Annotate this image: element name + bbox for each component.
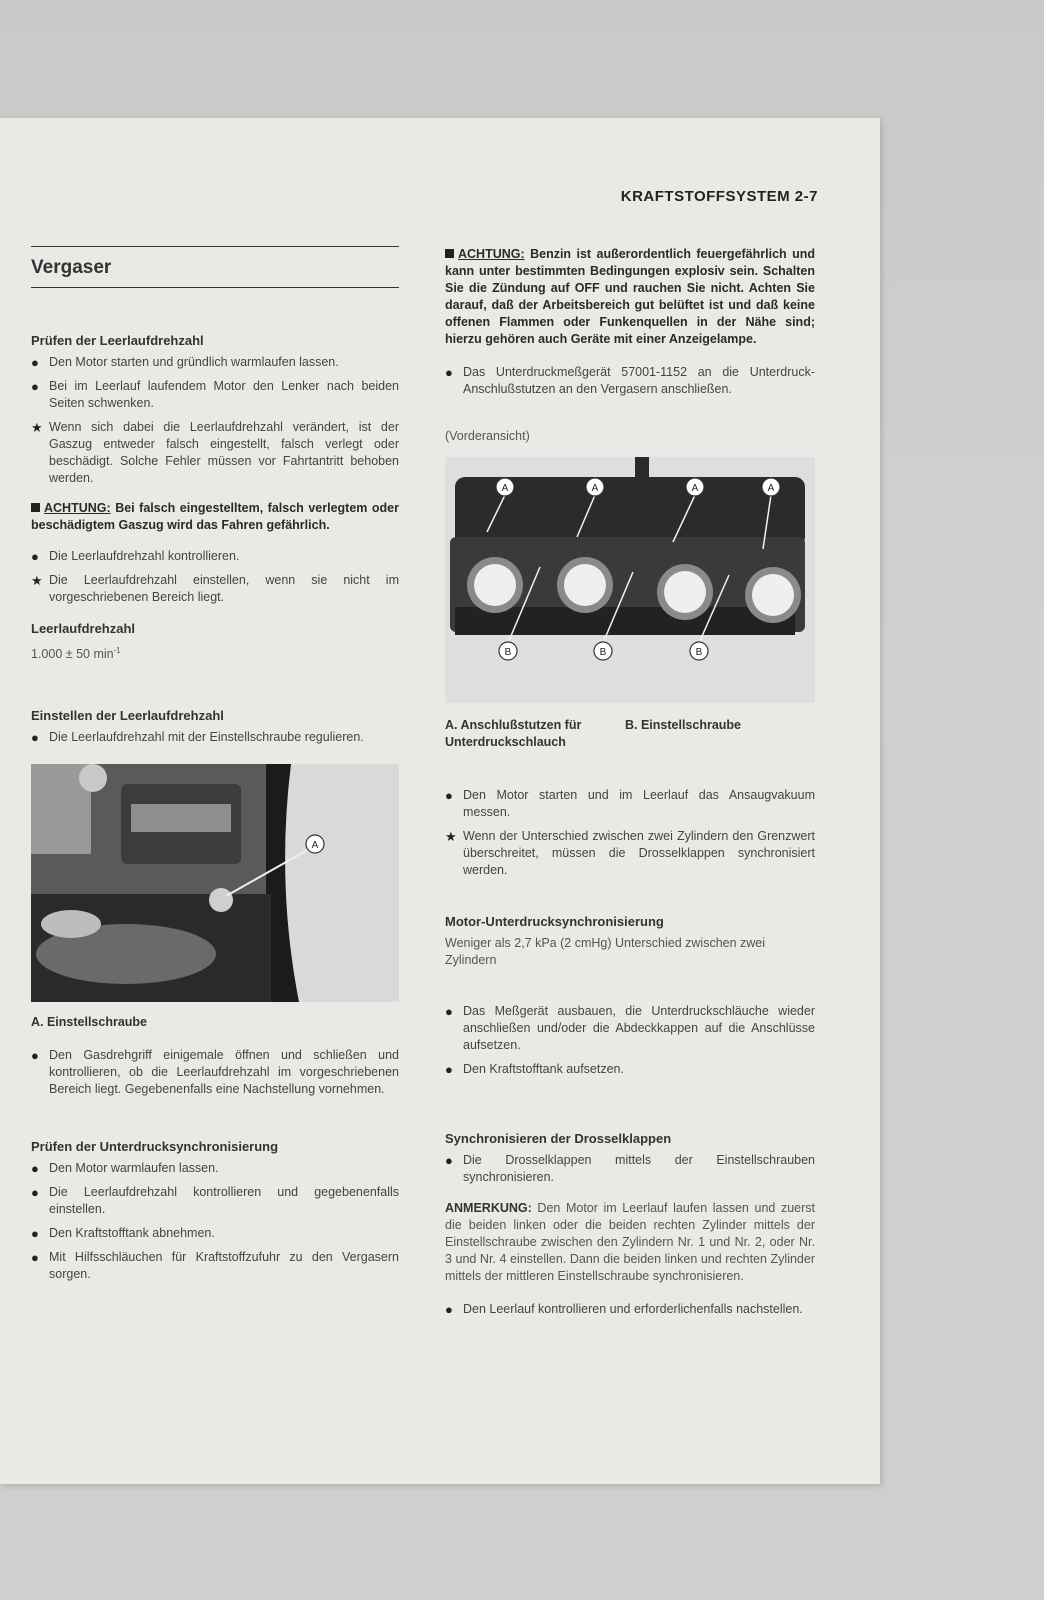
bullet-icon: ● xyxy=(31,379,39,394)
spec-title: Motor-Unterdrucksynchronisierung xyxy=(445,914,664,929)
bullet-icon: ● xyxy=(31,355,39,370)
subheading-idle-adjust: Einstellen der Leerlaufdrehzahl xyxy=(31,708,224,724)
callout-label-a: A xyxy=(311,840,319,852)
list-item: ● Die Drosselklappen mittels der Einstellschrauben synchronisieren. xyxy=(445,1153,815,1184)
note-block: ANMERKUNG: Den Motor im Leerlauf laufen lassen und zuerst die beiden linken oder die beiden rechten Zylinder mittels der Einstellschraube zwischen den Zylindern Nr. 1 und Nr. 2, oder Nr. 3 und Nr. 4 einstellen. Dann die beiden linken und rechten Zylinder mittels der mittleren Einstellschraube synchronisieren. xyxy=(445,1201,815,1283)
bullet-icon: ● xyxy=(445,1302,453,1317)
star-icon: ★ xyxy=(445,829,457,844)
subheading-sync-check: Prüfen der Unterdrucksynchronisierung xyxy=(31,1139,279,1155)
callout-label-a: A xyxy=(767,483,775,494)
callout-label-b: B xyxy=(599,647,607,658)
star-icon: ★ xyxy=(31,420,43,435)
carburetor-photo-art xyxy=(31,764,399,1002)
carburetor-bank-art xyxy=(445,457,815,703)
bullet-icon: ● xyxy=(31,1250,39,1266)
warning-block: ACHTUNG: Bei falsch eingestelltem, falsch verlegtem oder beschädigtem Gaszug wird das Fahren gefährlich. xyxy=(31,501,399,532)
left-column xyxy=(31,246,399,1290)
bullet-icon: ● xyxy=(31,549,39,564)
list-item: ● Den Leerlauf kontrollieren und erforderlichenfalls nachstellen. xyxy=(445,1302,803,1317)
list-item: ● Das Unterdruckmeßgerät 57001-1152 an die Unterdruck-Anschlußstutzen an den Vergasern anschließen. xyxy=(445,365,815,396)
list-item: ● Den Motor warmlaufen lassen. xyxy=(31,1161,219,1177)
carburetor-bank-photo xyxy=(445,457,815,703)
warning-block: ACHTUNG: Benzin ist außerordentlich feuergefährlich und kann unter bestimmten Bedingungen explosiv sein. Schalten Sie die Zündung auf OFF und rauchen Sie nicht. Achten Sie darauf, daß der Arbeitsbereich gut belüftet ist und daß keine offenen Flammen oder Funkenquellen in der Nähe sind; hierzu gehören auch Geräte mit einer Anzeigelampe. xyxy=(445,247,815,346)
subheading-idle-check: Prüfen der Leerlaufdrehzahl xyxy=(31,333,204,348)
callout-label-b: B xyxy=(695,647,703,658)
bullet-icon: ● xyxy=(31,1161,39,1177)
list-item: ● Bei im Leerlauf laufendem Motor den Lenker nach beiden Seiten schwenken. xyxy=(31,379,399,410)
callout-label-a: A xyxy=(691,483,699,494)
bullet-icon: ● xyxy=(445,1062,453,1077)
bullet-icon: ● xyxy=(445,1004,453,1019)
caption-b: B. Einstellschraube xyxy=(625,718,742,732)
caption-a: A. Anschlußstutzen für Unterdruckschlauch xyxy=(445,718,582,749)
bullet-icon: ● xyxy=(31,1048,39,1064)
bullet-icon: ● xyxy=(445,365,453,380)
top-rule xyxy=(31,246,399,247)
bullet-icon: ● xyxy=(445,788,453,803)
photo-caption: A. Einstellschraube xyxy=(31,1015,148,1030)
bullet-icon: ● xyxy=(31,1226,39,1242)
manual-page xyxy=(0,118,880,1484)
right-column xyxy=(445,246,815,1325)
bottom-rule xyxy=(31,287,399,288)
carburetor-photo xyxy=(31,764,399,1002)
list-item: ● Mit Hilfsschläuchen für Kraftstoffzufuhr zu den Vergasern sorgen. xyxy=(31,1250,399,1282)
bullet-icon: ● xyxy=(31,1185,39,1201)
list-item: ● Den Kraftstofftank aufsetzen. xyxy=(445,1062,624,1077)
spec-title: Leerlaufdrehzahl xyxy=(31,621,136,636)
list-item: ● Den Kraftstofftank abnehmen. xyxy=(31,1226,215,1242)
spec-value: Weniger als 2,7 kPa (2 cmHg) Unterschied zwischen zwei Zylindern xyxy=(445,936,766,967)
page-header: KRAFTSTOFFSYSTEM 2-7 xyxy=(620,188,818,205)
star-icon: ★ xyxy=(31,573,43,588)
bullet-icon: ● xyxy=(31,730,39,746)
callout-label-b: B xyxy=(504,647,512,658)
list-item: ● Den Gasdrehgriff einigemale öffnen und schließen und kontrollieren, ob die Leerlaufdrehzahl im vorgeschriebenen Bereich liegt. Gegebenenfalls eine Nachstellung vornehmen. xyxy=(31,1048,399,1097)
list-item: ★ Wenn der Unterschied zwischen zwei Zylindern den Grenzwert überschreitet, müssen die Drosselklappen synchronisiert werden. xyxy=(445,829,815,877)
list-item: ● Die Leerlaufdrehzahl mit der Einstellschraube regulieren. xyxy=(31,730,364,746)
callout-label-a: A xyxy=(591,483,599,494)
subheading-sync: Synchronisieren der Drosselklappen xyxy=(445,1131,672,1146)
list-item: ● Den Motor starten und im Leerlauf das Ansaugvakuum messen. xyxy=(445,788,815,819)
photo-captions xyxy=(445,717,815,751)
warning-square-icon xyxy=(31,503,40,512)
list-item: ● Die Leerlaufdrehzahl kontrollieren. xyxy=(31,549,240,564)
list-item: ★ Die Leerlaufdrehzahl einstellen, wenn sie nicht im vorgeschriebenen Bereich liegt. xyxy=(31,573,399,604)
callout-label-a: A xyxy=(501,483,509,494)
list-item: ● Den Motor starten und gründlich warmlaufen lassen. xyxy=(31,355,339,370)
section-title: Vergaser xyxy=(31,257,112,278)
warning-square-icon xyxy=(445,249,454,258)
spec-value: 1.000 ± 50 $\min^{-1}$ xyxy=(31,646,121,662)
bullet-icon: ● xyxy=(445,1153,453,1168)
view-label: (Vorderansicht) xyxy=(445,429,530,443)
list-item: ● Das Meßgerät ausbauen, die Unterdruckschläuche wieder anschließen und/oder die Abdeckkappen auf die Anschlüsse aufsetzen. xyxy=(445,1004,815,1052)
list-item: ● Die Leerlaufdrehzahl kontrollieren und gegebenenfalls einstellen. xyxy=(31,1185,399,1217)
list-item: ★ Wenn sich dabei die Leerlaufdrehzahl verändert, ist der Gaszug entweder falsch eingestellt, falsch verlegt oder beschädigt. Solche Fehler müssen vor Fahrtantritt behoben werden. xyxy=(31,420,399,485)
